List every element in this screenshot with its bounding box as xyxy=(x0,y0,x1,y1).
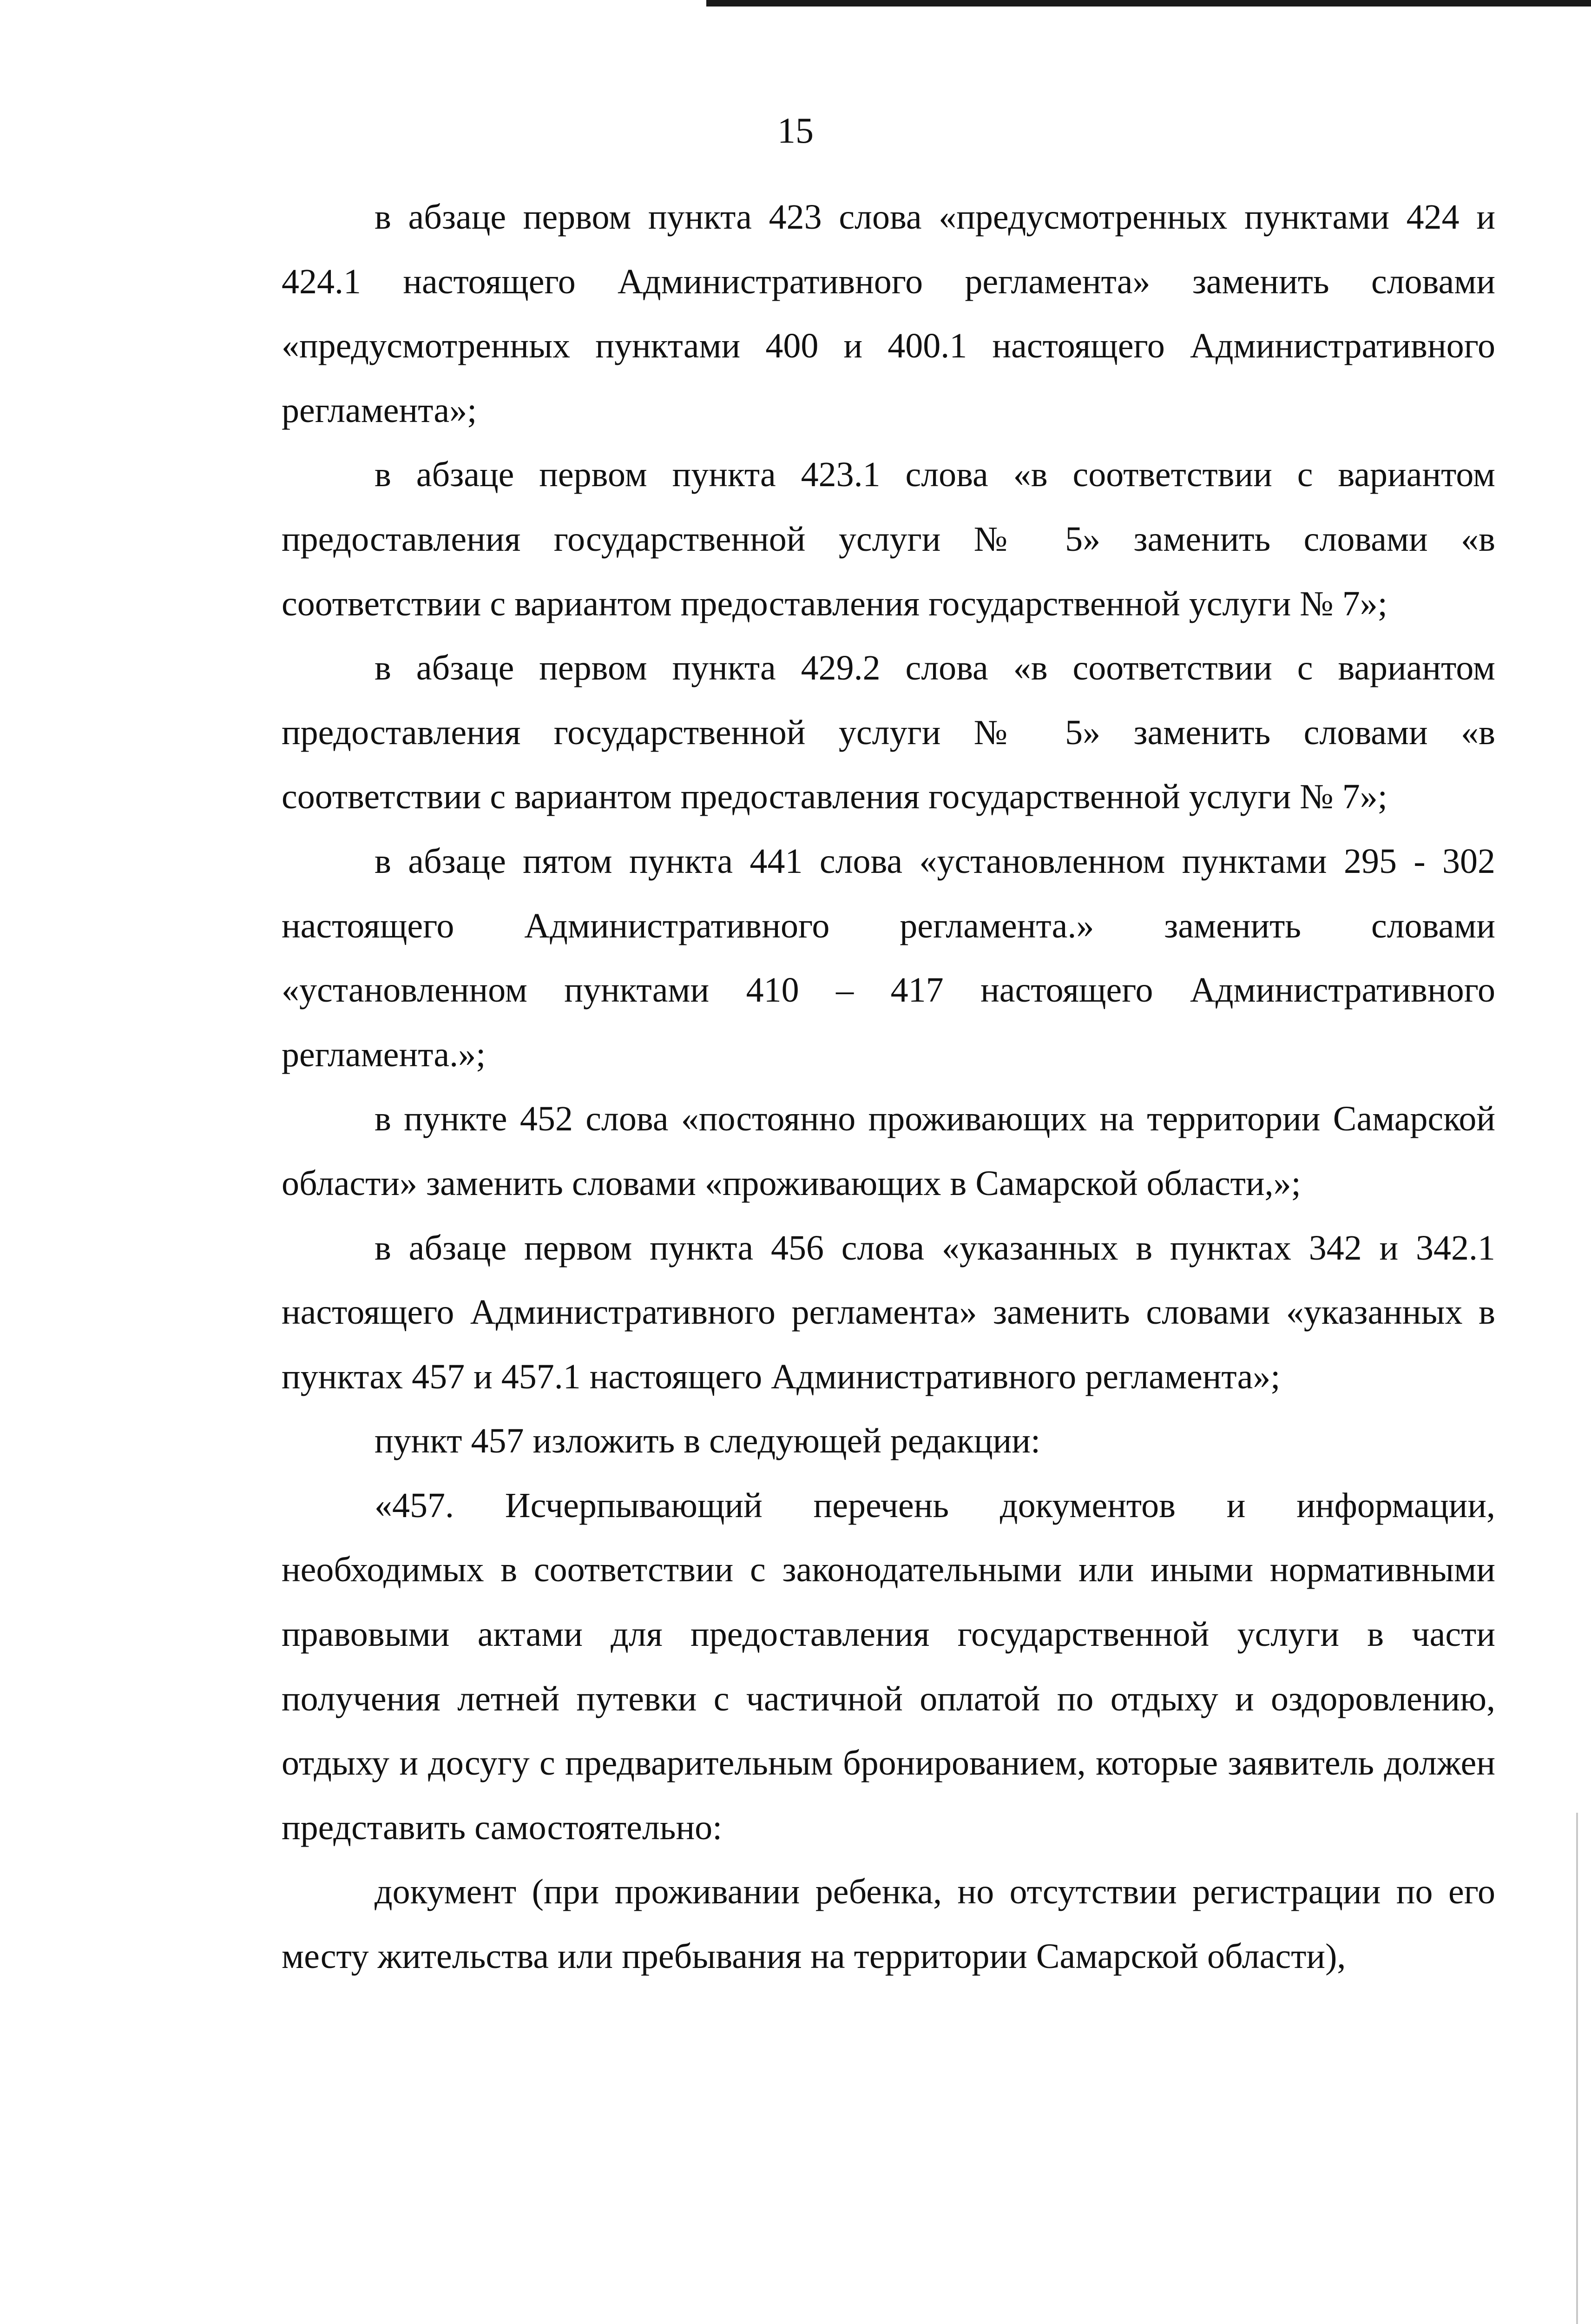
paragraph-3: в абзаце первом пункта 429.2 слова «в соответствии с вариантом предоставления государственной услуги № 5» заменить словами «в соответствии с вариантом предоставления государственной услуги № 7»; xyxy=(282,648,1495,817)
document-body xyxy=(282,185,1495,1989)
paragraph-6: в абзаце первом пункта 456 слова «указанных в пунктах 342 и 342.1 настоящего Административного регламента» заменить словами «указанных в пунктах 457 и 457.1 настоящего Административного регламента»; xyxy=(282,1228,1495,1396)
paragraph-5: в пункте 452 слова «постоянно проживающих на территории Самарской области» заменить словами «проживающих в Самарской области,»; xyxy=(282,1099,1495,1203)
paragraph-9: документ (при проживании ребенка, но отсутствии регистрации по его месту жительства или пребывания на территории Самарской области), xyxy=(282,1872,1495,1976)
paragraph-7: пункт 457 изложить в следующей редакции: xyxy=(375,1421,1041,1461)
top-border-line xyxy=(706,0,1591,7)
scan-edge-mark xyxy=(1576,1813,1578,2324)
paragraph-8: «457. Исчерпывающий перечень документов и информации, необходимых в соответствии с законодательными или иными нормативными правовыми актами для предоставления государственной услуги в части получения летней путевки с частичной оплатой по отдыху и оздоровлению, отдыху и досугу с предварительным бронированием, которые заявитель должен представить самостоятельно: xyxy=(282,1486,1495,1847)
paragraph-2: в абзаце первом пункта 423.1 слова «в соответствии с вариантом предоставления государственной услуги № 5» заменить словами «в соответствии с вариантом предоставления государственной услуги № 7»; xyxy=(282,455,1495,623)
paragraph-4: в абзаце пятом пункта 441 слова «установленном пунктами 295 - 302 настоящего Административного регламента.» заменить словами «установленном пунктами 410 – 417 настоящего Административного регламента.»; xyxy=(282,841,1495,1074)
page-number: 15 xyxy=(777,110,814,151)
paragraph-1: в абзаце первом пункта 423 слова «предусмотренных пунктами 424 и 424.1 настоящего Административного регламента» заменить словами «предусмотренных пунктами 400 и 400.1 настоящего Административного регламента»; xyxy=(282,198,1495,430)
